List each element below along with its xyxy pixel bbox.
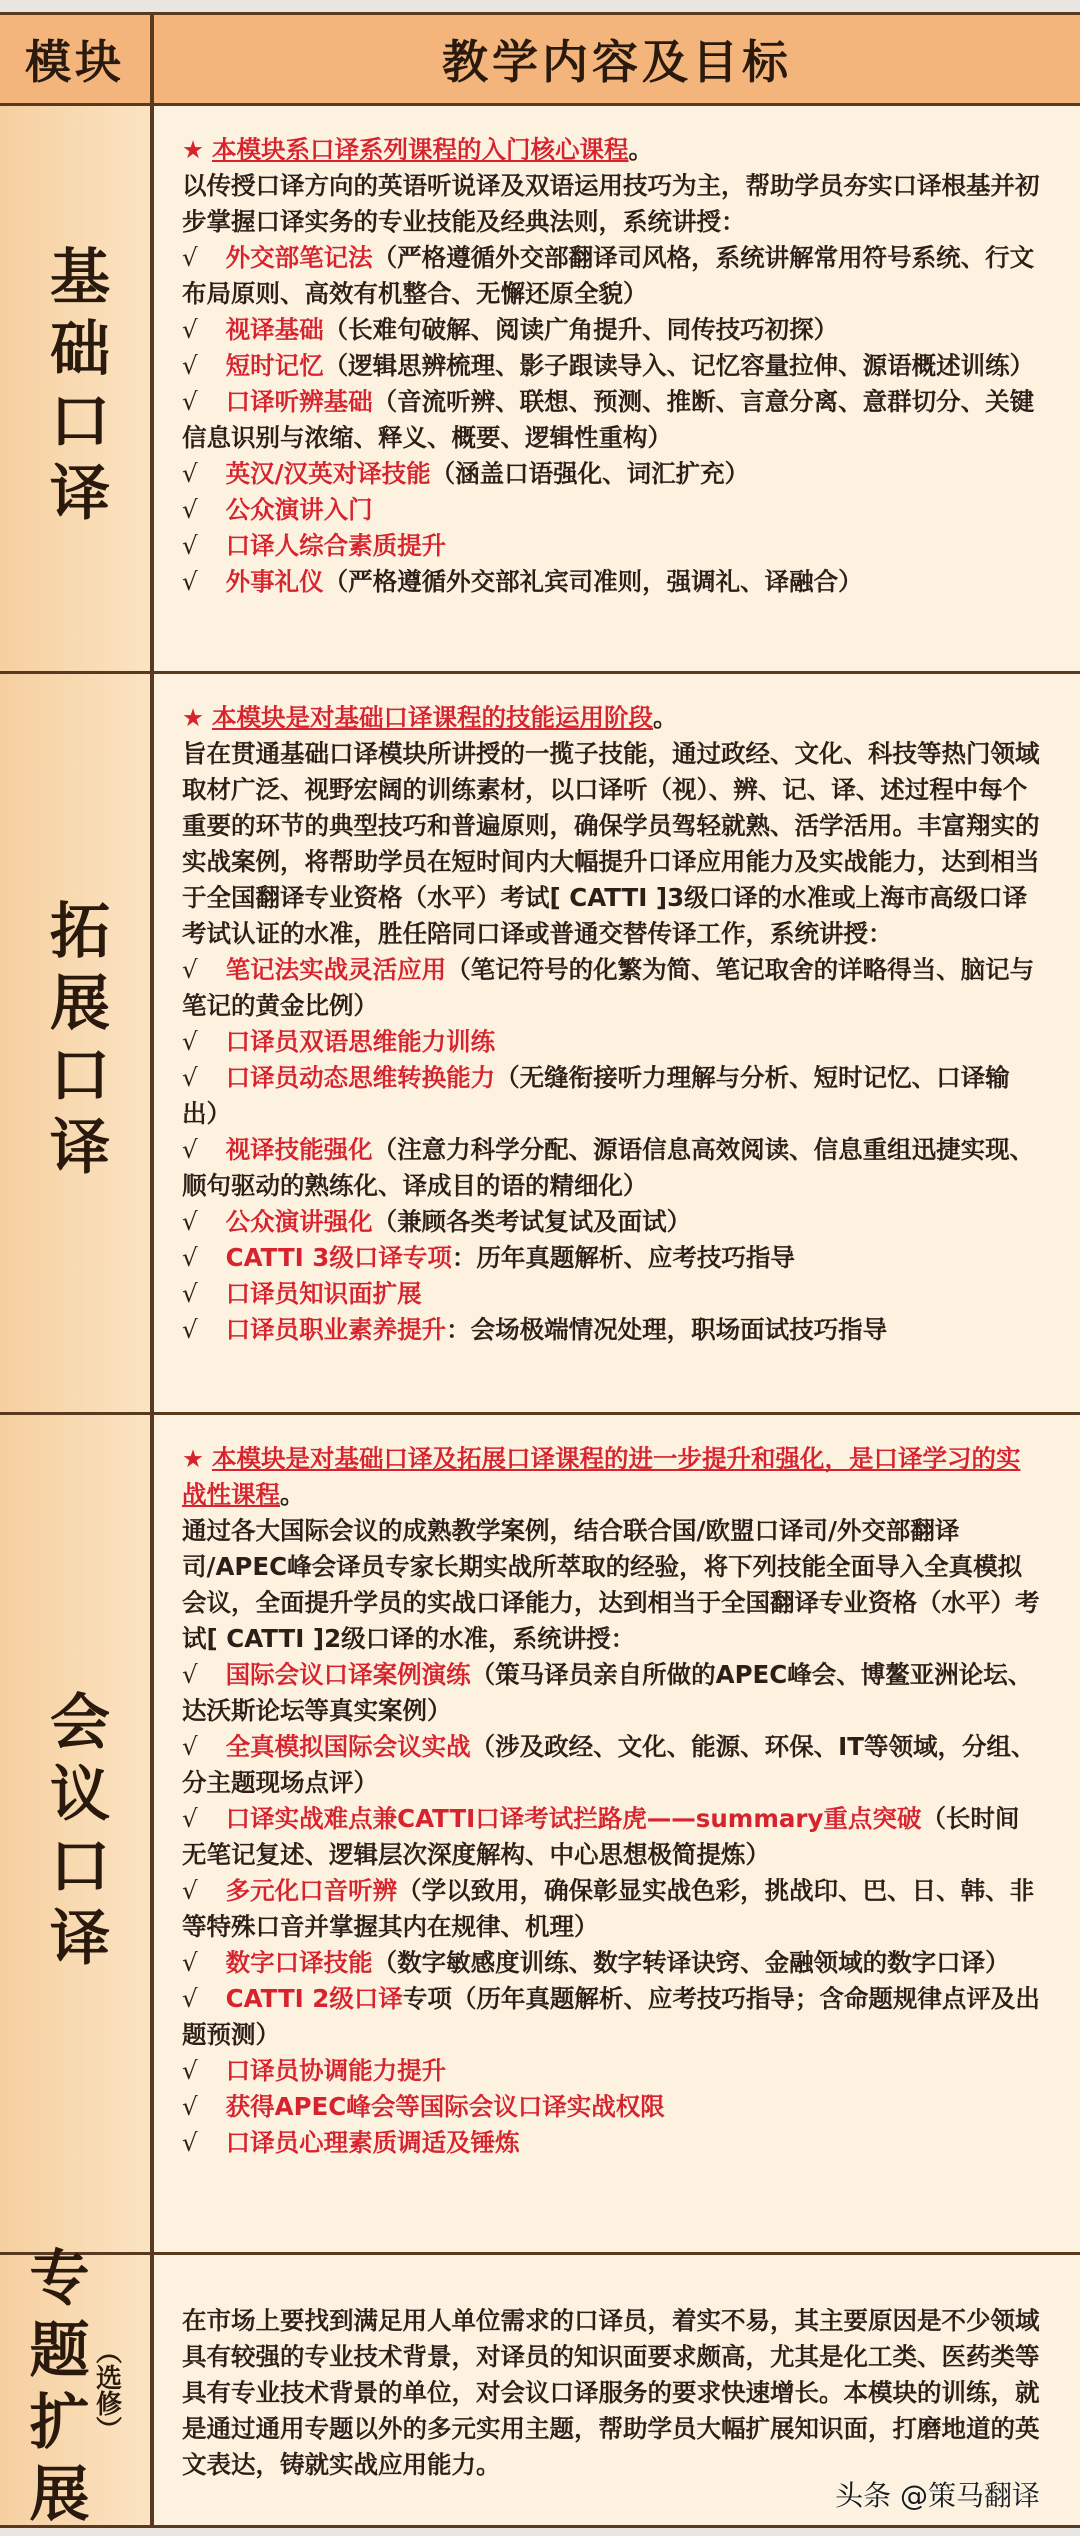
module-row [0,674,1080,1415]
list-item [182,348,1040,384]
item-detail: （注意力科学分配、源语信息高效阅读、信息重组迅捷实现、顺句驱动的熟练化、译成目的语的精细化） [182,1135,1035,1200]
list-item [182,2053,1040,2089]
list-item [182,492,1040,528]
module-row [0,106,1080,674]
module-name: 基础口译 [40,244,110,533]
list-item [182,240,1040,312]
list-item [182,1729,1040,1801]
item-label: 口译员职业素养提升 [225,1315,447,1344]
item-label: 口译员知识面扩展 [225,1279,422,1308]
item-detail: （学以致用，确保彰显实战色彩，挑战印、巴、日、韩、非等特殊口音并掌握其内在规律、机理） [182,1876,1035,1941]
item-detail: （涵盖口语强化、词汇扩充） [430,459,750,488]
list-item [182,1945,1040,1981]
check-icon: √ [182,1660,198,1689]
list-item [182,1240,1040,1276]
item-detail: （逻辑思辨梳理、影子跟读导入、记忆容量拉伸、源语概述训练） [323,351,1035,380]
check-icon: √ [182,1243,198,1272]
item-label: 口译员双语思维能力训练 [225,1027,496,1056]
check-icon: √ [182,1063,198,1092]
item-detail: （策马译员亲自所做的APEC峰会、博鳌亚洲论坛、达沃斯论坛等真实案例） [182,1660,1033,1725]
list-item [182,1981,1040,2053]
item-label: CATTI 3级口译专项 [225,1243,452,1272]
list-item [182,952,1040,1024]
check-icon: √ [182,1876,198,1905]
list-item [182,2125,1040,2161]
optional-tag: （选修） [91,2338,122,2442]
module-intro: 通过各大国际会议的成熟教学案例，结合联合国/欧盟口译司/外交部翻译司/APEC峰会译员专家长期实战所萃取的经验，将下列技能全面导入全真模拟会议，全面提升学员的实战口译能力，达到相当于全国翻译专业资格（水平）考试[ CATTI ]2级口译的水准，系统讲授： [182,1516,1040,1653]
item-detail: （长时间无笔记复述、逻辑层次深度解构、中心思想极简提炼） [182,1804,1020,1869]
header-content: 教学内容及目标 [442,35,792,89]
lead-end: 。 [628,135,653,164]
item-detail: （笔记符号的化繁为简、笔记取舍的详略得当、脑记与笔记的黄金比例） [182,955,1035,1020]
list-item [182,1204,1040,1240]
item-detail: （音流听辨、联想、预测、推断、言意分离、意群切分、关键信息识别与浓缩、释义、概要、逻辑性重构） [182,387,1035,452]
list-item [182,2089,1040,2125]
item-label: 口译实战难点兼CATTI口译考试拦路虎——summary重点突破 [225,1804,922,1833]
check-icon: √ [182,531,198,560]
check-icon: √ [182,1732,198,1761]
list-item [182,384,1040,456]
item-detail: 专项（历年真题解析、应考技巧指导；含命题规律点评及出题预测） [182,1984,1040,2049]
list-item [182,312,1040,348]
check-icon: √ [182,495,198,524]
module-lead: 本模块是对基础口译课程的技能运用阶段 [211,703,653,732]
list-item [182,1312,1040,1348]
item-label: 公众演讲强化 [225,1207,373,1236]
check-icon: √ [182,1804,198,1833]
header-module: 模块 [25,35,125,89]
check-icon: √ [182,1135,198,1164]
lead-end: 。 [280,1480,305,1509]
module-intro: 旨在贯通基础口译模块所讲授的一揽子技能，通过政经、文化、科技等热门领域取材广泛、视野宏阔的训练素材，以口译听（视）、辨、记、译、述过程中每个重要的环节的典型技巧和普遍原则，确保学员驾轻就熟、活学活用。丰富翔实的实战案例，将帮助学员在短时间内大幅提升口译应用能力及实战能力，达到相当于全国翻译专业资格（水平）考试[ CATTI ]3级口译的水准或上海市高级口译考试认证的水准，胜任陪同口译或普通交替传译工作，系统讲授： [182,739,1040,948]
list-item [182,1801,1040,1873]
module-intro: 以传授口译方向的英语听说译及双语运用技巧为主，帮助学员夯实口译根基并初步掌握口译实务的专业技能及经典法则，系统讲授： [182,171,1040,236]
item-label: 多元化口音听辨 [225,1876,398,1905]
list-item [182,564,1040,600]
item-detail: ：历年真题解析、应考技巧指导 [451,1243,795,1272]
watermark: 头条 @策马翻译 [835,2479,1040,2512]
star-icon: ★ [182,703,204,732]
check-icon: √ [182,955,198,984]
check-icon: √ [182,351,198,380]
list-item [182,1060,1040,1132]
item-label: 短时记忆 [225,351,324,380]
module-intro: 在市场上要找到满足用人单位需求的口译员，着实不易，其主要原因是不少领域具有较强的专业技术背景，对译员的知识面要求颇高，尤其是化工类、医药类等具有专业技术背景的单位，对会议口译服务的要求快速增长。本模块的训练，就是通过通用专题以外的多元实用主题，帮助学员大幅扩展知识面，打磨地道的英文表达，铸就实战应用能力。 [182,2306,1040,2479]
check-icon: √ [182,1984,198,2013]
module-row [0,1415,1080,2255]
module-name: 会议口译 [40,1689,110,1978]
item-label: 国际会议口译案例演练 [225,1660,471,1689]
item-detail: （无缝衔接听力理解与分析、短时记忆、口译输出） [182,1063,1010,1128]
item-label: 笔记法实战灵活应用 [225,955,447,984]
item-detail: （涉及政经、文化、能源、环保、IT等领域，分组、分主题现场点评） [182,1732,1036,1797]
item-detail: （兼顾各类考试复试及面试） [372,1207,692,1236]
check-icon: √ [182,2056,198,2085]
item-label: 公众演讲入门 [225,495,373,524]
list-item [182,1657,1040,1729]
check-icon: √ [182,2128,198,2157]
check-icon: √ [182,243,198,272]
item-label: 数字口译技能 [225,1948,373,1977]
item-label: 视译技能强化 [225,1135,373,1164]
lead-end: 。 [652,703,678,732]
item-label: 视译基础 [225,315,324,344]
item-label: 全真模拟国际会议实战 [225,1732,471,1761]
check-icon: √ [182,2092,198,2121]
module-name: 拓展口译 [40,899,110,1187]
list-item [182,1276,1040,1312]
check-icon: √ [182,387,198,416]
item-label: 英汉/汉英对译技能 [225,459,431,488]
item-label: CATTI 2级口译 [225,1984,403,2013]
item-label: 外事礼仪 [225,567,324,596]
item-label: 口译听辨基础 [225,387,373,416]
item-detail: （严格遵循外交部翻译司风格，系统讲解常用符号系统、行文布局原则、高效有机整合、无懈还原全貌） [182,243,1035,308]
check-icon: √ [182,1315,198,1344]
check-icon: √ [182,1207,198,1236]
star-icon: ★ [182,135,204,164]
check-icon: √ [182,1279,198,1308]
item-detail: （严格遵循外交部礼宾司准则，强调礼、译融合） [323,567,863,596]
list-item [182,1132,1040,1204]
item-detail: ：会场极端情况处理，职场面试技巧指导 [446,1315,888,1344]
item-detail: （长难句破解、阅读广角提升、同传技巧初探） [323,315,839,344]
table-header [0,15,1080,106]
course-table [0,12,1080,2534]
list-item [182,1873,1040,1945]
star-icon: ★ [182,1444,204,1473]
item-label: 口译员心理素质调适及锤炼 [225,2128,520,2157]
check-icon: √ [182,459,198,488]
list-item [182,528,1040,564]
list-item [182,456,1040,492]
module-lead: 本模块是对基础口译及拓展口译课程的进一步提升和强化，是口译学习的实战性课程 [182,1444,1021,1509]
item-label: 外交部笔记法 [225,243,373,272]
check-icon: √ [182,567,198,596]
item-detail: （数字敏感度训练、数字转译诀窍、金融领域的数字口译） [372,1948,1010,1977]
item-label: 口译员动态思维转换能力 [225,1063,496,1092]
module-lead: 本模块系口译系列课程的入门核心课程 [211,135,629,164]
item-label: 获得APEC峰会等国际会议口译实战权限 [225,2092,665,2121]
check-icon: √ [182,1027,198,1056]
check-icon: √ [182,315,198,344]
check-icon: √ [182,1948,198,1977]
list-item [182,1024,1040,1060]
module-name: 专题扩展 [19,2246,90,2534]
item-label: 口译人综合素质提升 [225,531,447,560]
item-label: 口译员协调能力提升 [225,2056,447,2085]
